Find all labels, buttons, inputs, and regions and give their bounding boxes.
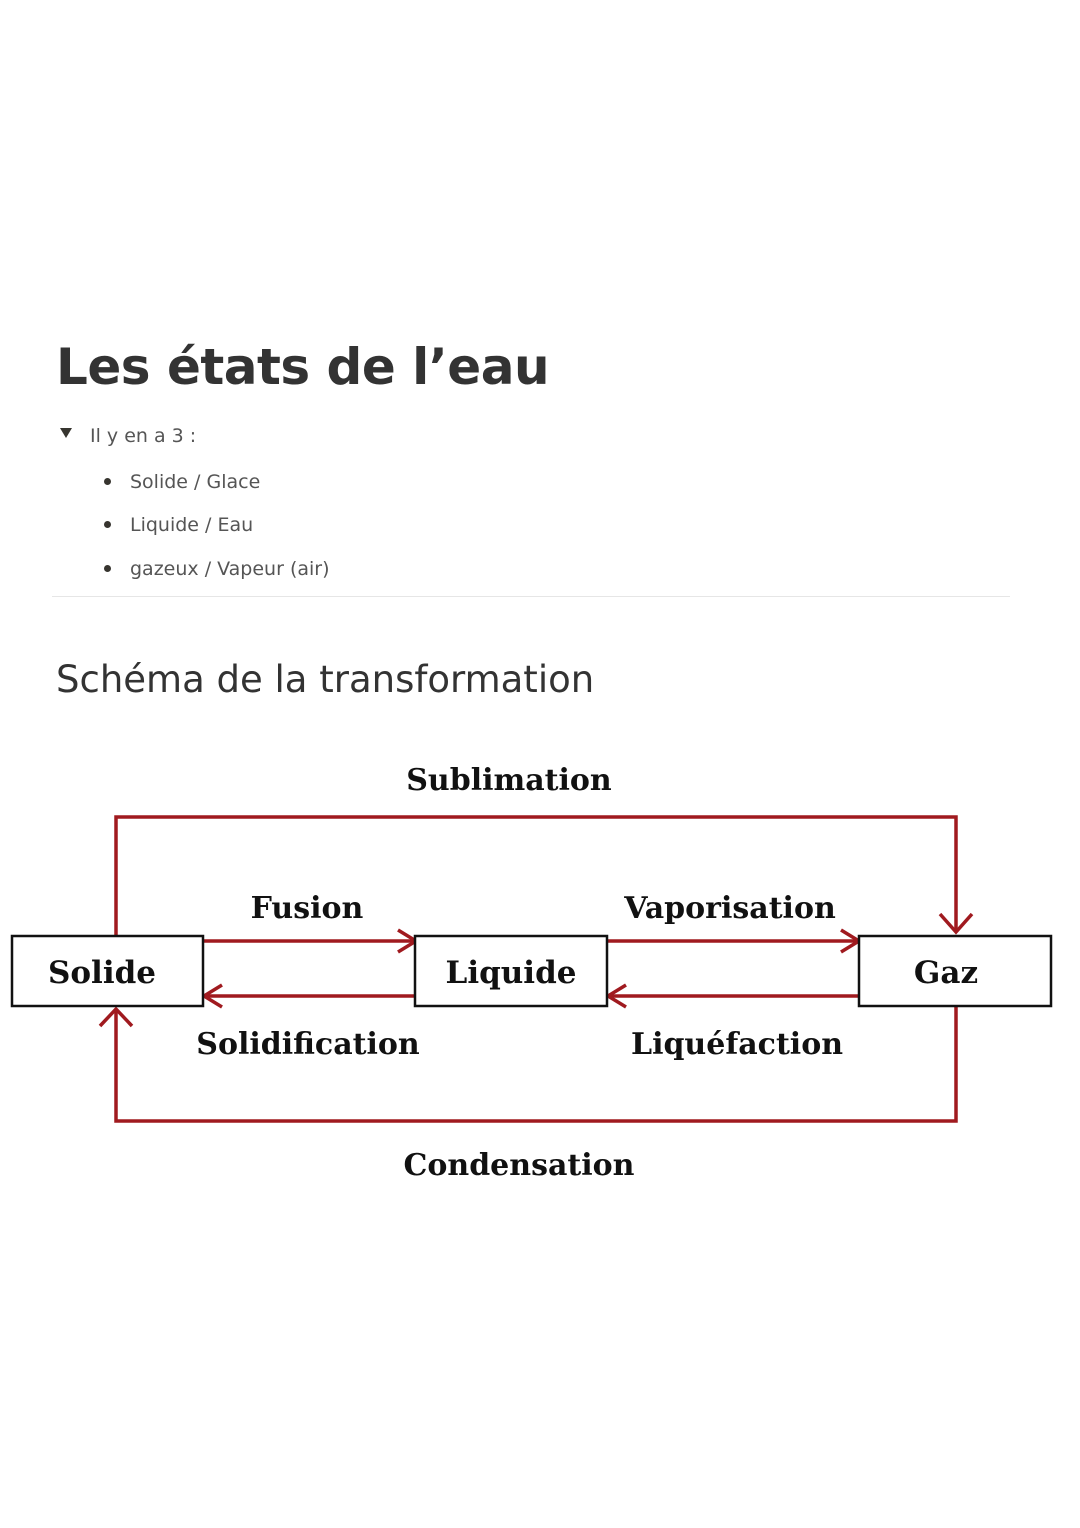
list-item-label: Liquide / Eau [130,514,254,537]
solidification-label: Solidification [196,1027,420,1062]
vaporisation-label: Vaporisation [624,891,836,926]
condensation-label: Condensation [403,1148,635,1183]
list-item-label: Solide / Glace [130,470,261,493]
condensation-line [116,1006,956,1121]
toggle-label: Il y en a 3 : [90,425,197,447]
solide-label: Solide [47,955,157,991]
page-title: Les états de l’eau [56,338,550,396]
list-item-label: gazeux / Vapeur (air) [130,557,330,580]
section-heading: Schéma de la transformation [56,658,595,701]
sublimation-label: Sublimation [406,763,612,798]
gaz-label: Gaz [913,955,979,991]
liquide-label: Liquide [445,955,577,991]
liquefaction-label: Liquéfaction [630,1027,844,1062]
fusion-label: Fusion [250,891,364,926]
